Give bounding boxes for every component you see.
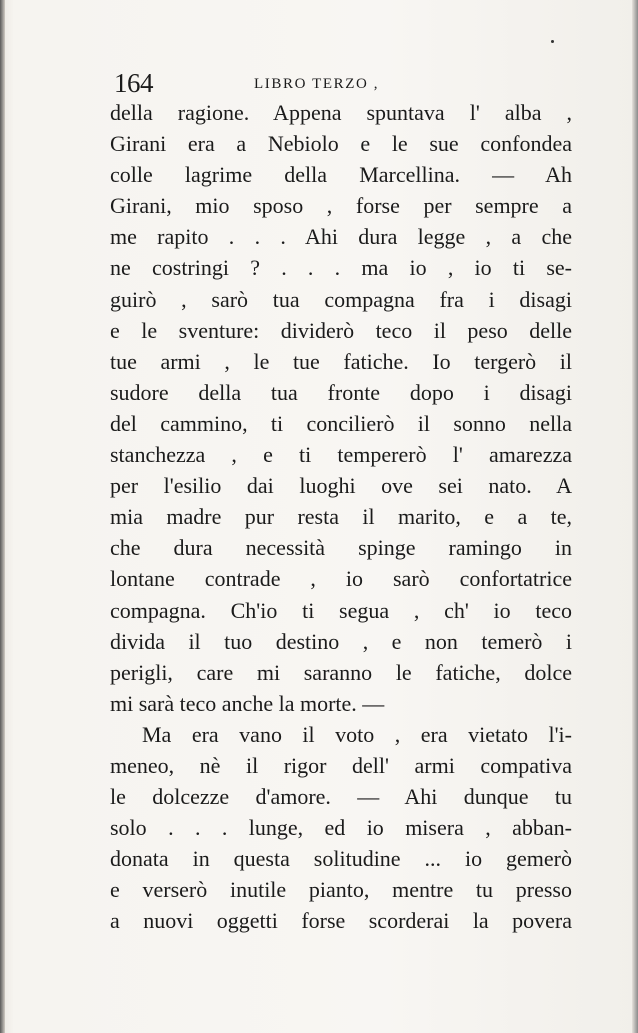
text-line: e le sventure: dividerò teco il peso delle	[110, 317, 572, 343]
text-line: Girani, mio sposo , forse per sempre a	[110, 193, 572, 219]
text-line: donata in questa solitudine ... io gemerò	[110, 846, 572, 872]
page-header	[114, 66, 574, 100]
text-line: guirò , sarò tua compagna fra i disagi	[110, 286, 572, 312]
text-line: lontane contrade , io sarò confortatrice	[110, 566, 572, 592]
text-line: che dura necessità spinge ramingo in	[110, 535, 572, 561]
text-line: solo . . . lunge, ed io misera , abban-	[110, 815, 572, 841]
text-line: e verserò inutile pianto, mentre tu presso	[110, 877, 572, 903]
text-line: tue armi , le tue fatiche. Io tergerò il	[110, 348, 572, 374]
text-line: sudore della tua fronte dopo i disagi	[110, 379, 572, 405]
text-line: a nuovi oggetti forse scorderai la povera	[110, 908, 572, 934]
text-line: del cammino, ti concilierò il sonno nella	[110, 410, 572, 436]
text-line: perigli, care mi saranno le fatiche, dolce	[110, 659, 572, 685]
ink-speck	[551, 40, 554, 43]
text-line: per l'esilio dai luoghi ove sei nato. A	[110, 473, 572, 499]
text-line: divida il tuo destino , e non temerò i	[110, 628, 572, 654]
text-line: compagna. Ch'io ti segua , ch' io teco	[110, 597, 572, 623]
page-right-edge	[632, 0, 638, 1033]
text-line: meneo, nè il rigor dell' armi compativa	[110, 752, 572, 778]
page-left-edge	[0, 0, 5, 1033]
text-line: le dolcezze d'amore. — Ahi dunque tu	[110, 784, 572, 810]
text-line: stanchezza , e ti tempererò l' amarezza	[110, 442, 572, 468]
text-line: mia madre pur resta il marito, e a te,	[110, 504, 572, 530]
body-text	[110, 97, 572, 937]
text-line: me rapito . . . Ahi dura legge , a che	[110, 224, 572, 250]
text-line: della ragione. Appena spuntava l' alba ,	[110, 100, 572, 125]
text-line: Ma era vano il voto , era vietato l'i-	[142, 721, 572, 747]
text-line: colle lagrime della Marcellina. — Ah	[110, 162, 572, 188]
page-number: 164	[114, 68, 153, 98]
text-line: ne costringi ? . . . ma io , io ti se-	[110, 255, 572, 281]
running-head: LIBRO TERZO ,	[254, 76, 380, 92]
text-line: mi sarà teco anche la morte. —	[110, 690, 385, 716]
text-line: Girani era a Nebiolo e le sue confondea	[110, 131, 572, 157]
